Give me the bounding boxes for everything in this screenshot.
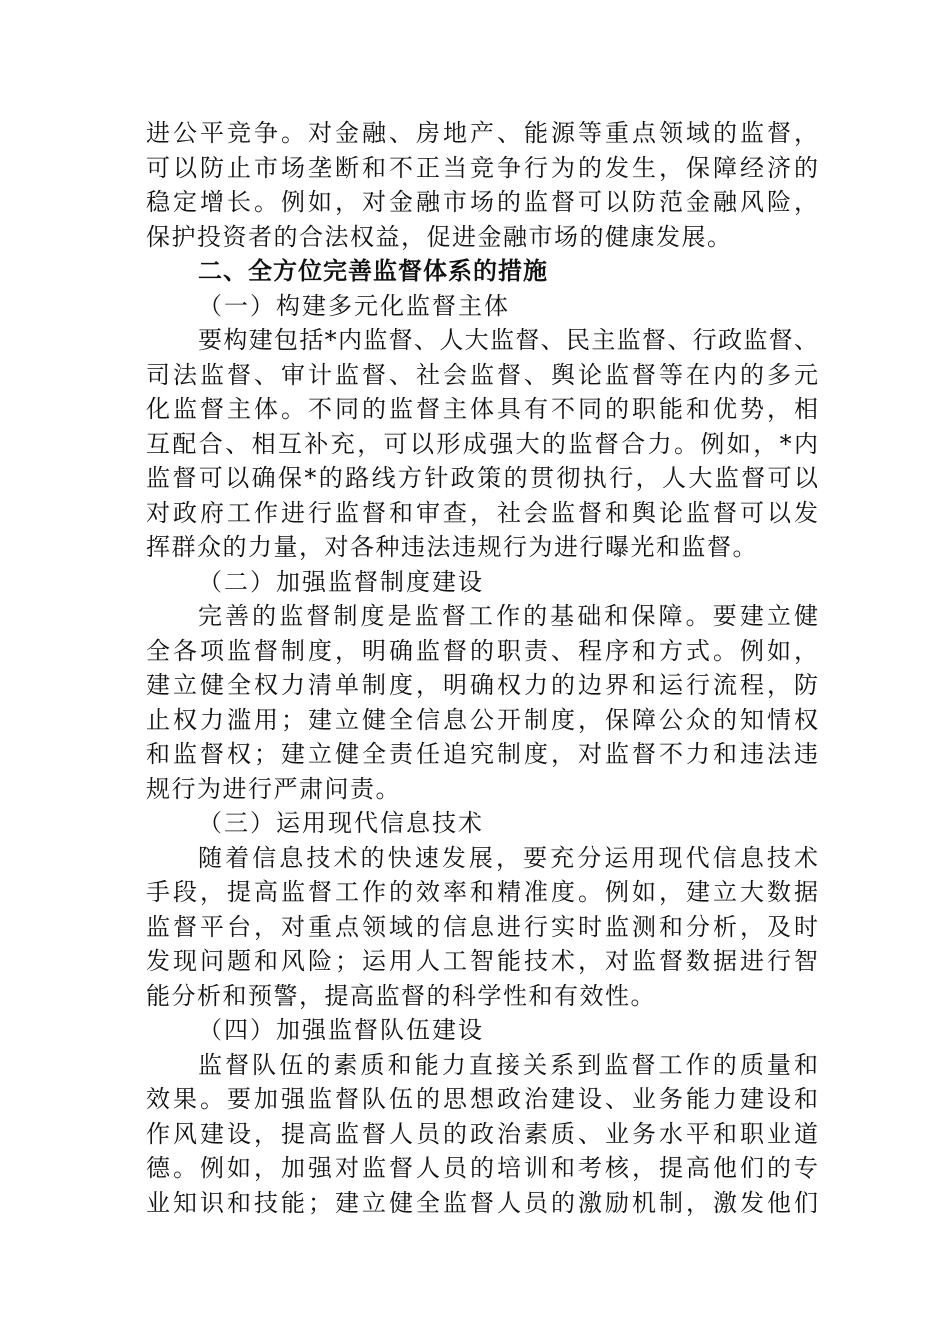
paragraph-line: 监督可以确保*的路线方针政策的贯彻执行，人大监督可以 [146,464,818,492]
paragraph-line: 止权力滥用；建立健全信息公开制度，保障公众的知情权 [146,705,818,734]
paragraph-line: 和监督权；建立健全责任追究制度，对监督不力和违法违 [146,740,818,768]
subsection-heading: （三）运用现代信息技术 [198,809,484,837]
paragraph-line: 司法监督、审计监督、社会监督、舆论监督等在内的多元 [146,360,818,389]
document-body [146,116,818,1220]
paragraph-line: 要构建包括*内监督、人大监督、民主监督、行政监督、 [198,326,818,354]
paragraph-line: 稳定增长。例如，对金融市场的监督可以防范金融风险， [146,188,818,216]
paragraph-line: 建立健全权力清单制度，明确权力的边界和运行流程，防 [146,671,818,699]
paragraph-line: 德。例如，加强对监督人员的培训和考核，提高他们的专 [146,1154,818,1182]
paragraph-line: 全各项监督制度，明确监督的职责、程序和方式。例如， [146,636,818,665]
paragraph-line: 效果。要加强监督队伍的思想政治建设、业务能力建设和 [146,1085,818,1113]
paragraph-line: 挥群众的力量，对各种违法违规行为进行曝光和监督。 [146,533,758,561]
subsection-heading: （一）构建多元化监督主体 [198,291,510,320]
paragraph-line: 监督平台，对重点领域的信息进行实时监测和分析，及时 [146,912,818,941]
paragraph-line: 业知识和技能；建立健全监督人员的激励机制，激发他们 [146,1188,818,1217]
paragraph-line: 作风建设，提高监督人员的政治素质、业务水平和职业道 [146,1119,818,1148]
paragraph-line: 对政府工作进行监督和审查，社会监督和舆论监督可以发 [146,498,818,527]
section-heading: 二、全方位完善监督体系的措施 [198,257,548,285]
paragraph-line: 保护投资者的合法权益，促进金融市场的健康发展。 [146,222,733,251]
paragraph-line: 规行为进行严肃问责。 [146,774,401,803]
paragraph-line: 监督队伍的素质和能力直接关系到监督工作的质量和 [198,1050,818,1079]
subsection-heading: （四）加强监督队伍建设 [198,1016,484,1044]
paragraph-line: 手段，提高监督工作的效率和精准度。例如，建立大数据 [146,878,818,906]
paragraph-line: 随着信息技术的快速发展，要充分运用现代信息技术 [198,843,818,872]
paragraph-line: 能分析和预警，提高监督的科学性和有效性。 [146,981,656,1010]
paragraph-line: 互配合、相互补充，可以形成强大的监督合力。例如，*内 [146,429,818,458]
paragraph-line: 化监督主体。不同的监督主体具有不同的职能和优势，相 [146,395,818,423]
paragraph-line: 进公平竞争。对金融、房地产、能源等重点领域的监督， [146,119,818,147]
paragraph-line: 完善的监督制度是监督工作的基础和保障。要建立健 [198,602,818,630]
paragraph-line: 发现问题和风险；运用人工智能技术，对监督数据进行智 [146,947,818,975]
paragraph-line: 可以防止市场垄断和不正当竞争行为的发生，保障经济的 [146,153,818,182]
subsection-heading: （二）加强监督制度建设 [198,567,484,596]
